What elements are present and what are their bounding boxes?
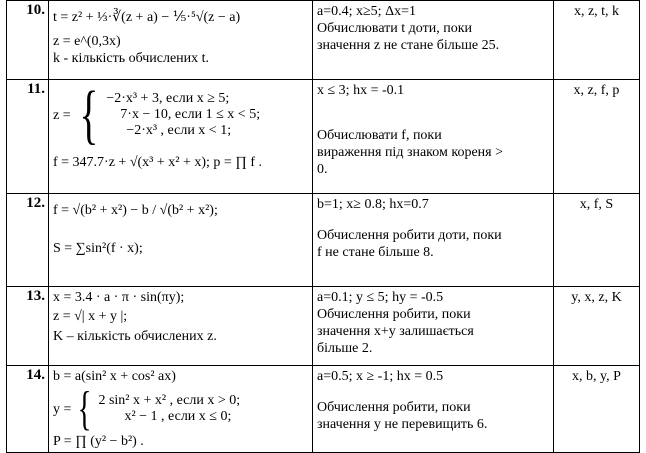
case-line: 7·x − 10, если 1 ≤ x < 5; — [120, 107, 261, 122]
formula-line: K – кількість обчислених z. — [53, 329, 217, 344]
condition-line: a=0.5; x ≥ -1; hx = 0.5 — [317, 369, 444, 384]
piecewise-z — [53, 78, 308, 151]
condition-line: b=1; x≥ 0.8; hx=0.7 — [317, 197, 429, 212]
formula-cell — [49, 366, 313, 453]
case-line: −2·x³ , если x < 1; — [126, 123, 232, 138]
formula-cell — [49, 194, 313, 287]
case-line: x² − 1 , если x ≤ 0; — [124, 409, 232, 424]
output-cell: x, f, S — [554, 194, 640, 287]
formula-line: k - кількість обчислених t. — [53, 51, 210, 66]
formula-line: x = 3.4 · a · π · sin(πy); — [53, 290, 185, 305]
condition-line: Обчислення робити доти, поки — [317, 228, 502, 243]
table-row — [7, 287, 640, 366]
condition-line: Обчислення робити, поки — [317, 307, 471, 322]
formula-line: P = ∏ (y² − b²) . — [53, 434, 144, 449]
conditions-cell — [313, 366, 554, 453]
output-cell: y, x, z, K — [554, 287, 640, 366]
case-line: −2·x³ + 3, если x ≥ 5; — [106, 91, 230, 106]
task-table — [6, 0, 640, 453]
condition-line: 0. — [317, 162, 328, 177]
formula-line: z = e^(0,3x) — [53, 34, 121, 49]
row-number: 14. — [7, 366, 49, 453]
case-line: 2 sin² x + x² , если x > 0; — [98, 393, 241, 408]
table-row — [7, 366, 640, 453]
formula-lead: z = — [53, 107, 71, 123]
row-number: 12. — [7, 194, 49, 287]
table-row — [7, 80, 640, 194]
formula-cell — [49, 1, 313, 80]
output-cell: x, z, f, p — [554, 80, 640, 194]
condition-spacer — [317, 385, 549, 399]
condition-line: Обчислювати t доти, поки — [317, 21, 473, 36]
formula-cell — [49, 80, 313, 194]
cases-list — [106, 91, 260, 139]
formula-spacer — [53, 226, 308, 240]
condition-line: значення y не перевищить 6. — [317, 417, 488, 432]
condition-spacer — [317, 213, 549, 227]
output-cell: x, b, y, P — [554, 366, 640, 453]
condition-line: f не стане більше 8. — [317, 245, 434, 260]
conditions-cell — [313, 1, 554, 80]
condition-line: a=0.1; y ≤ 5; hy = -0.5 — [317, 290, 444, 305]
formula-line: z = √| x + y |; — [53, 309, 128, 324]
condition-spacer — [317, 99, 549, 113]
formula-line: S = ∑sin²(f · x); — [53, 241, 143, 256]
formula-cell — [49, 287, 313, 366]
cases-list — [98, 393, 240, 425]
formula-lead: y = — [53, 401, 72, 417]
output-cell: x, z, t, k — [554, 1, 640, 80]
condition-line: a=0.4; x≥5; Δx=1 — [317, 4, 416, 19]
condition-line: x ≤ 3; hx = -0.1 — [317, 83, 405, 98]
left-brace-icon: { — [78, 382, 92, 435]
row-number: 11. — [7, 80, 49, 194]
formula-line: b = a(sin² x + cos² ax) — [53, 369, 176, 384]
table-row — [7, 194, 640, 287]
condition-line: більше 2. — [317, 341, 373, 356]
condition-line: вираження під знаком кореня > — [317, 145, 503, 160]
formula-line: f = 347.7·z + √(x³ + x² + x); p = ∏ f . — [53, 155, 262, 170]
condition-spacer — [317, 113, 549, 127]
formula-line: f = √(b² + x²) − b / √(b² + x²); — [53, 203, 218, 218]
conditions-cell — [313, 287, 554, 366]
formula-line: t = z² + ⅓·∛(z + a) − ⅕·⁵√(z − a) — [53, 10, 241, 25]
conditions-cell — [313, 80, 554, 194]
row-number: 10. — [7, 1, 49, 80]
left-brace-icon: { — [78, 78, 98, 151]
condition-line: значення z не стане більше 25. — [317, 38, 500, 53]
conditions-cell — [313, 194, 554, 287]
condition-line: Обчислення робити, поки — [317, 400, 471, 415]
piecewise-y — [53, 382, 308, 435]
table-row — [7, 1, 640, 80]
condition-line: Обчислювати f, поки — [317, 128, 442, 143]
condition-line: значення x+y залишається — [317, 324, 474, 339]
row-number: 13. — [7, 287, 49, 366]
